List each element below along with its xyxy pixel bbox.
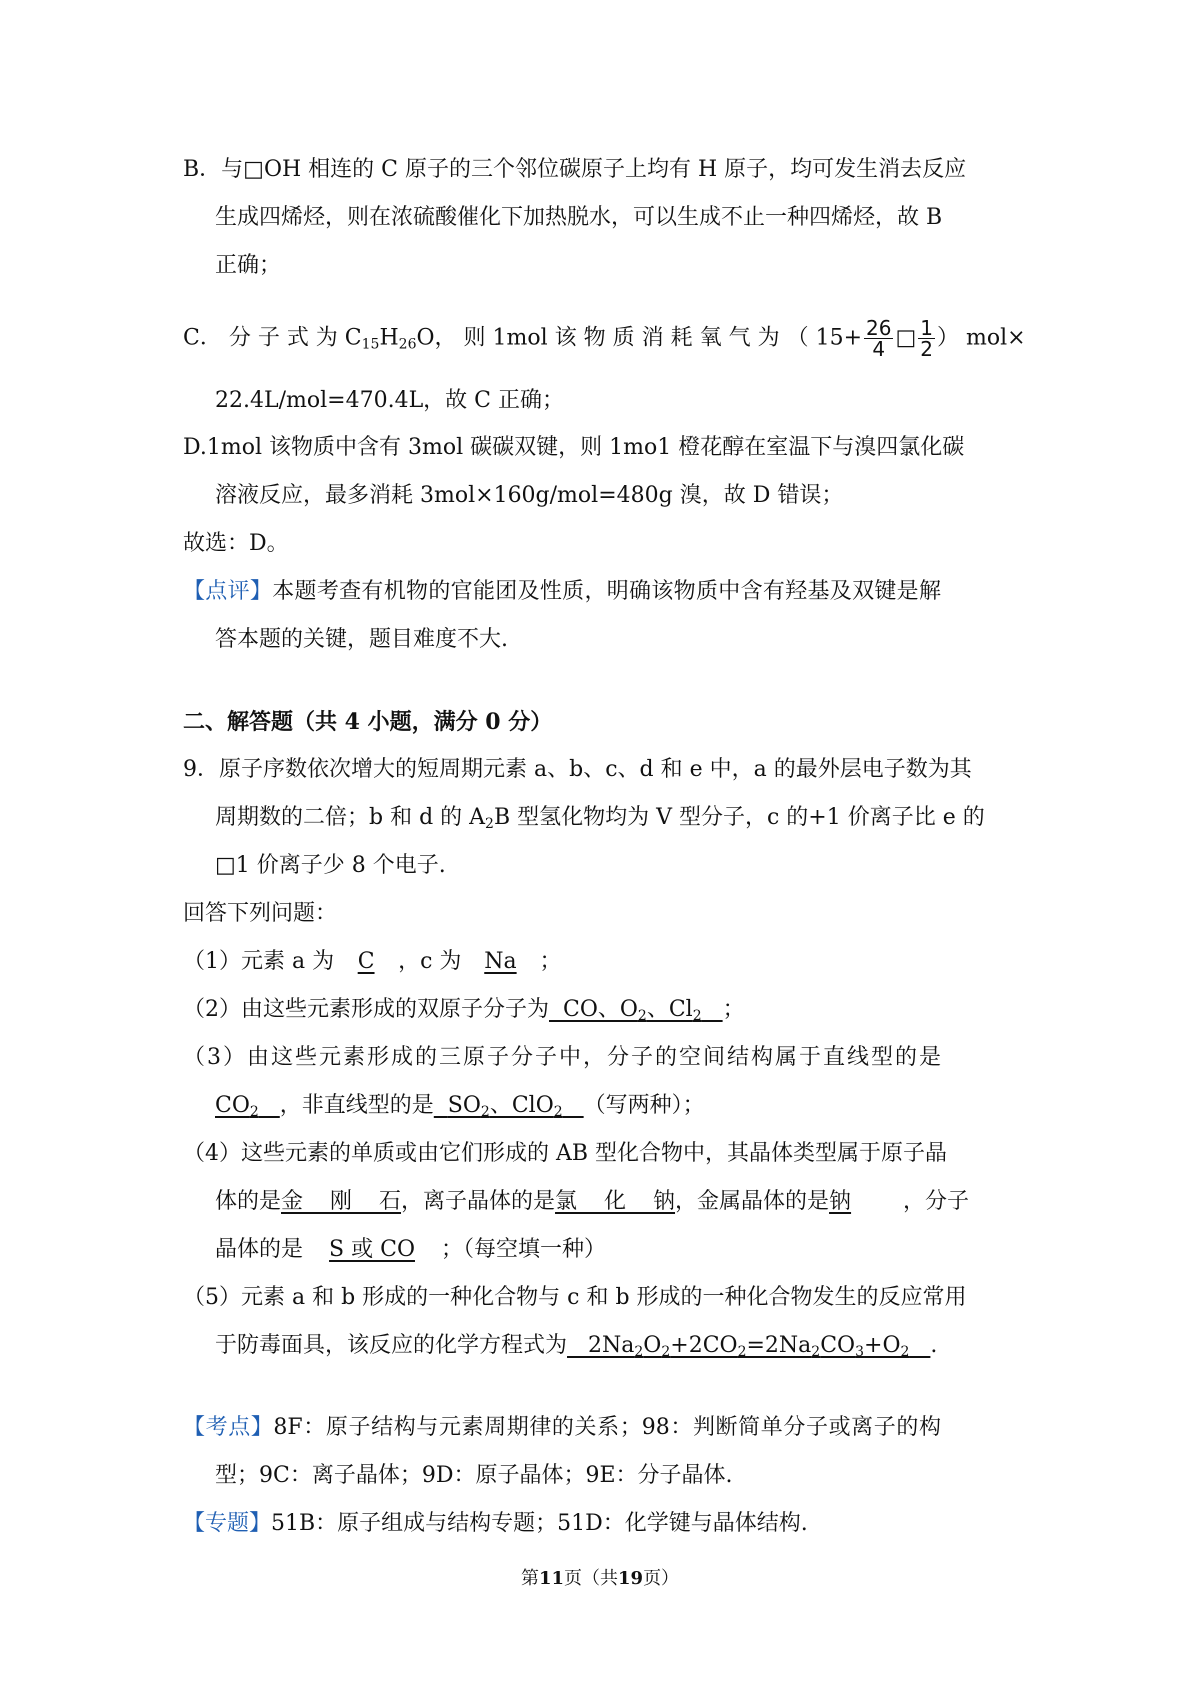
part-4-line-2: 体的是金刚石，离子晶体的是氯化钠，金属晶体的是钠 ，分子 (215, 1186, 941, 1218)
subscript: 15 (361, 336, 380, 353)
hydrogen-symbol: H (379, 325, 399, 351)
knowledge-point-line-2: 型；9C：离子晶体；9D：原子晶体；9E：分子晶体. (215, 1463, 733, 1488)
part-3-line-2: $CO_2$ ，非直线型的是 $SO_2$、ClO$_2$ （写两种）； (215, 1093, 705, 1120)
answer-molecular-crystal: S 或 CO (329, 1237, 415, 1262)
topic-line: 【专题】51B：原子组成与结构专题；51D：化学键与晶体结构. (183, 1511, 808, 1536)
page-footer: 第11页（共19页） (520, 1568, 680, 1589)
option-d-line-1: D.1mol 该物质中含有 3mol 碳碳双键，则 1mo1 橙花醇在室温下与溴四氯化碳 (183, 435, 965, 460)
fraction-1-2: $\frac{1}{2}$ (920, 316, 933, 361)
fraction-26-4: $\frac{26}{4}$ (866, 316, 892, 361)
topic-tag: 【专题】 (183, 1511, 272, 1536)
option-c-middle: O， 则 1mol 该 物 质 消 耗 氧 气 为 （ 15+ (416, 325, 863, 351)
answer-element-c: Na (484, 949, 517, 974)
selection-line: 故选：D。 (183, 531, 289, 556)
option-c-line-2: 22.4L/mol=470.4L，故 C 正确； (215, 388, 564, 413)
knowledge-point-line-1: 【考点】8F：原子结构与元素周期律的关系；98：判断简单分子或离子的构 (183, 1415, 941, 1440)
part-2-line: （2）由这些元素形成的双原子分子为 CO、$O_2$、$Cl_2$ ； (183, 997, 745, 1024)
answer-diatomic: CO、$O_2$、$Cl_2$ (563, 997, 702, 1024)
part-3-line-1: （3）由这些元素形成的三原子分子中，分子的空间结构属于直线型的是 (183, 1045, 941, 1070)
answer-prompt: 回答下列问题： (183, 901, 338, 926)
option-c-prefix: C． 分 子 式 为 C (183, 325, 362, 351)
knowledge-point-tag: 【考点】 (183, 1415, 274, 1440)
q9-line-3: □1 价离子少 8 个电子. (215, 853, 446, 878)
answer-ionic-crystal: 氯化钠 (555, 1189, 676, 1214)
option-c-line-1 (183, 318, 1026, 359)
q9-line-2: 周期数的二倍；b 和 d 的 $A_2B$ 型氢化物均为 V 型分子，c 的+1 价离子比 e 的 (215, 805, 985, 832)
review-line-2: 答本题的关键，题目难度不大. (215, 627, 508, 652)
page-number: 11 (538, 1568, 564, 1589)
answer-atomic-crystal: 金刚石 (281, 1189, 402, 1214)
answer-nonlinear: $SO_2$、ClO$_2$ (447, 1093, 563, 1120)
part-4-line-3: 晶体的是 S 或 CO ；（每空填一种） (215, 1234, 606, 1266)
option-d-line-2: 溶液反应，最多消耗 3mol×160g/mol=480g 溴，故 D 错误； (215, 483, 844, 508)
review-line-1: 【点评】本题考查有机物的官能团及性质，明确该物质中含有羟基及双键是解 (183, 579, 941, 604)
answer-equation: $2Na_2O_2+2CO_2=2Na_2CO_3+O_2$ (588, 1333, 910, 1360)
answer-metallic-crystal: 钠 (829, 1189, 852, 1214)
review-tag: 【点评】 (183, 579, 273, 604)
part-4-line-1: （4）这些元素的单质或由它们形成的 AB 型化合物中，其晶体类型属于原子晶 (183, 1141, 948, 1166)
option-b-line-1: B．与□OH 相连的 C 原子的三个邻位碳原子上均有 H 原子，均可发生消去反应 (183, 157, 967, 182)
q9-line-1: 9．原子序数依次增大的短周期元素 a、b、c、d 和 e 中，a 的最外层电子数为其 (183, 757, 972, 782)
option-c-postfix: ） mol× (937, 325, 1026, 351)
part-5-line-2: 于防毒面具，该反应的化学方程式为 $2Na_2O_2+2CO_2=2Na_2CO_3+O_2$ . (215, 1333, 938, 1360)
answer-element-a: C (357, 949, 375, 974)
section-heading: 二、解答题（共 4 小题，满分 0 分） (183, 709, 553, 735)
subscript: 26 (398, 336, 417, 353)
page-total: 19 (618, 1568, 644, 1589)
option-b-line-2: 生成四烯烃，则在浓硫酸催化下加热脱水，可以生成不止一种四烯烃，故 B (215, 205, 943, 230)
option-b-line-3: 正确； (215, 253, 282, 278)
part-5-line-1: （5）元素 a 和 b 形成的一种化合物与 c 和 b 形成的一种化合物发生的反应常用 (183, 1285, 967, 1310)
answer-linear: $CO_2$ (215, 1093, 259, 1120)
part-1-line: （1）元素 a 为 C ，c 为 Na ； (183, 946, 561, 978)
missing-glyph-box: □ (895, 325, 917, 351)
